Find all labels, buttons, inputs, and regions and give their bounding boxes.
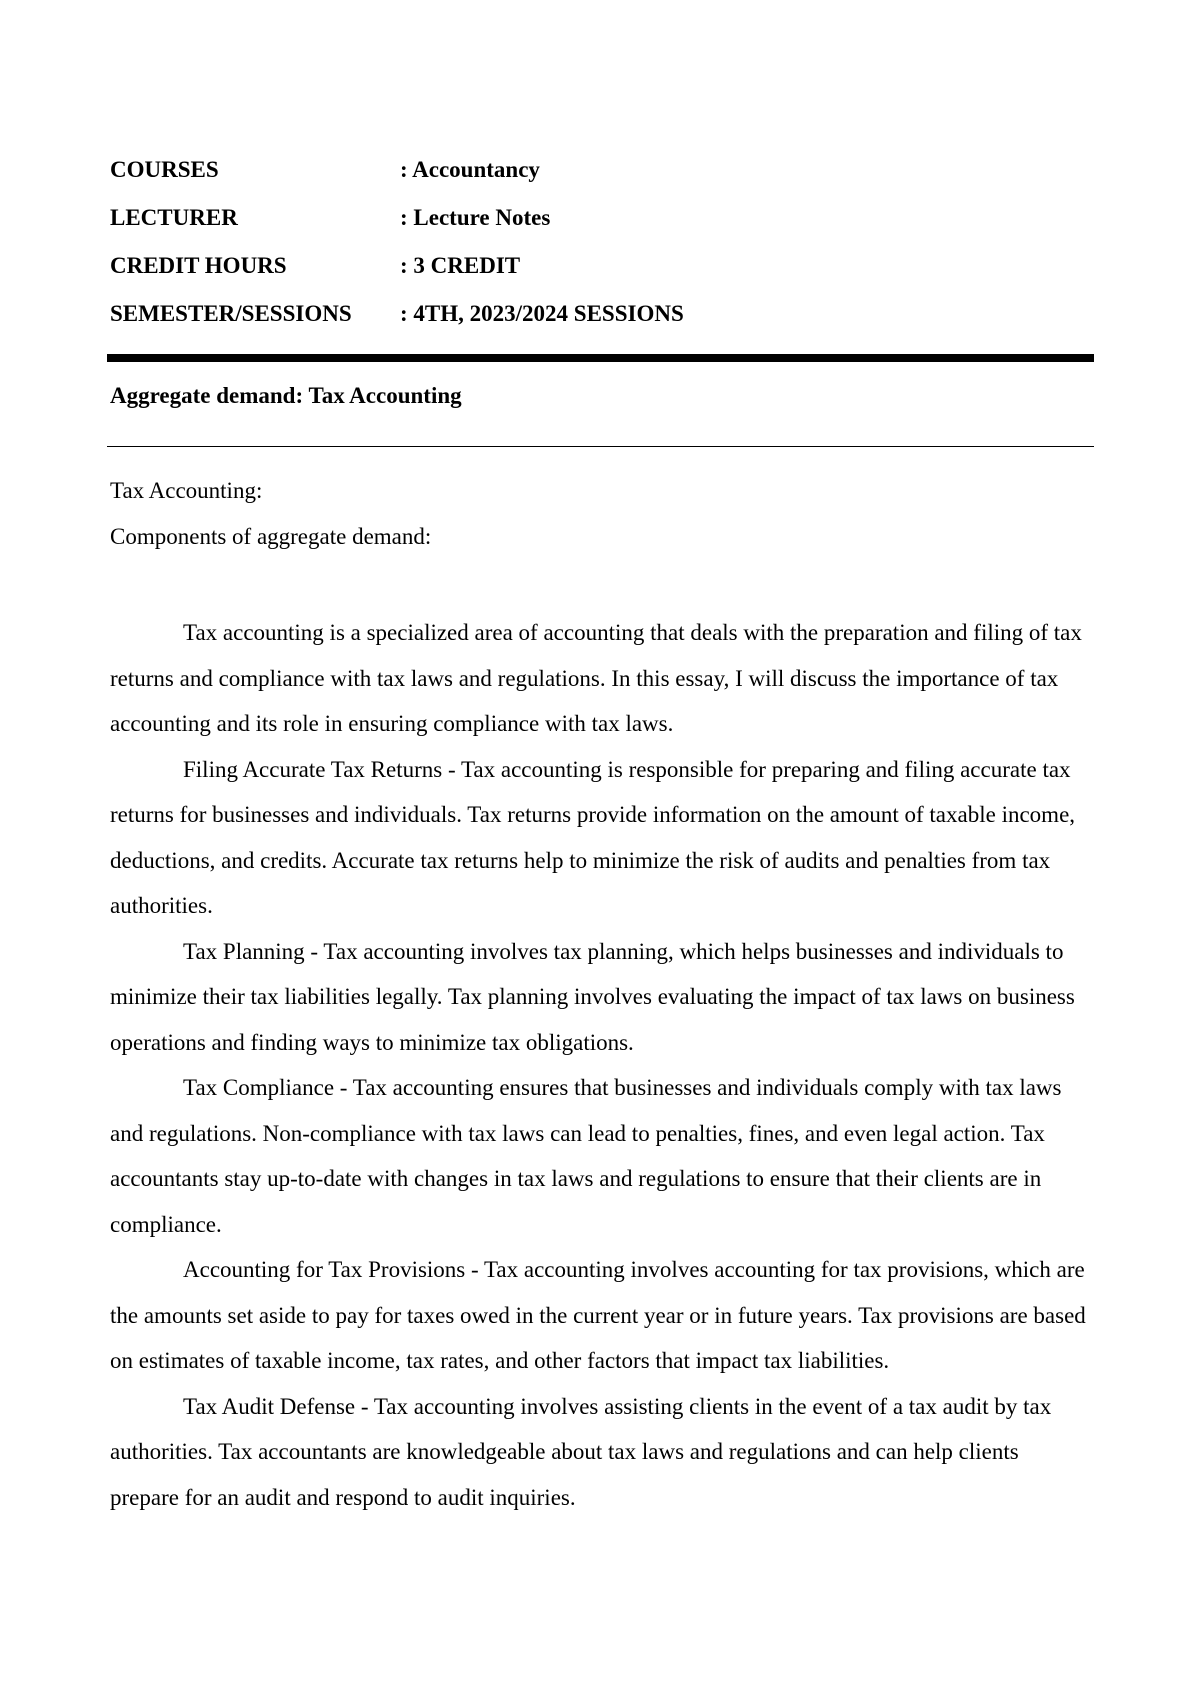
course-info-value: : 3 CREDIT bbox=[400, 253, 521, 278]
course-info-value: : Lecture Notes bbox=[400, 205, 551, 230]
paragraph-intro: Tax accounting is a specialized area of accounting that deals with the preparation and filing of tax returns and compliance with tax laws and regulations. In this essay, I will discuss the importance of tax accounting and its role in ensuring compliance with tax laws. bbox=[110, 620, 1082, 736]
course-info-key: COURSES bbox=[110, 157, 219, 182]
section-label-tax-accounting: Tax Accounting: bbox=[110, 478, 263, 503]
course-info-row-credit-hours bbox=[110, 242, 1090, 290]
course-info-key: CREDIT HOURS bbox=[110, 253, 287, 278]
course-info-block bbox=[110, 146, 1090, 338]
paragraph-audit-defense: Tax Audit Defense - Tax accounting involves assisting clients in the event of a tax audit by tax authorities. Tax accountants are knowledgeable about tax laws and regulations and can help clients prepare for an audit and respond to audit inquiries. bbox=[110, 1393, 1052, 1510]
course-info-key: LECTURER bbox=[110, 205, 238, 230]
thick-divider bbox=[107, 354, 1094, 362]
document-heading: Aggregate demand: Tax Accounting bbox=[110, 383, 462, 408]
course-info-row-lecturer bbox=[110, 194, 1090, 242]
paragraph-tax-compliance: Tax Compliance - Tax accounting ensures that businesses and individuals comply with tax laws and regulations. Non-compliance with tax laws can lead to penalties, fines, and even legal action. Tax accountants stay up-to-date with changes in tax laws and regulations to ensure that their clients are in compliance. bbox=[110, 1075, 1062, 1237]
paragraph-filing-accurate-returns: Filing Accurate Tax Returns - Tax accounting is responsible for preparing and filing accurate tax returns for businesses and individuals. Tax returns provide information on the amount of taxable income, deductions, and credits. Accurate tax returns help to minimize the risk of audits and penalties from tax authorities. bbox=[110, 756, 1076, 918]
paragraph-tax-provisions: Accounting for Tax Provisions - Tax accounting involves accounting for tax provisions, which are the amounts set aside to pay for taxes owed in the current year or in future years. Tax provisions are based on estimates of taxable income, tax rates, and other factors that impact tax liabilities. bbox=[110, 1257, 1086, 1373]
course-info-value: : Accountancy bbox=[400, 157, 540, 182]
section-label-components: Components of aggregate demand: bbox=[110, 524, 432, 549]
course-info-value: : 4TH, 2023/2024 SESSIONS bbox=[400, 301, 684, 326]
thin-divider bbox=[107, 446, 1094, 447]
course-info-key: SEMESTER/SESSIONS bbox=[110, 301, 352, 326]
paragraph-tax-planning: Tax Planning - Tax accounting involves tax planning, which helps businesses and individuals to minimize their tax liabilities legally. Tax planning involves evaluating the impact of tax laws on business operations and finding ways to minimize tax obligations. bbox=[110, 938, 1075, 1055]
course-info-row-semester bbox=[110, 290, 1090, 338]
essay-body bbox=[110, 610, 1090, 1520]
course-info-row-courses bbox=[110, 146, 1090, 194]
